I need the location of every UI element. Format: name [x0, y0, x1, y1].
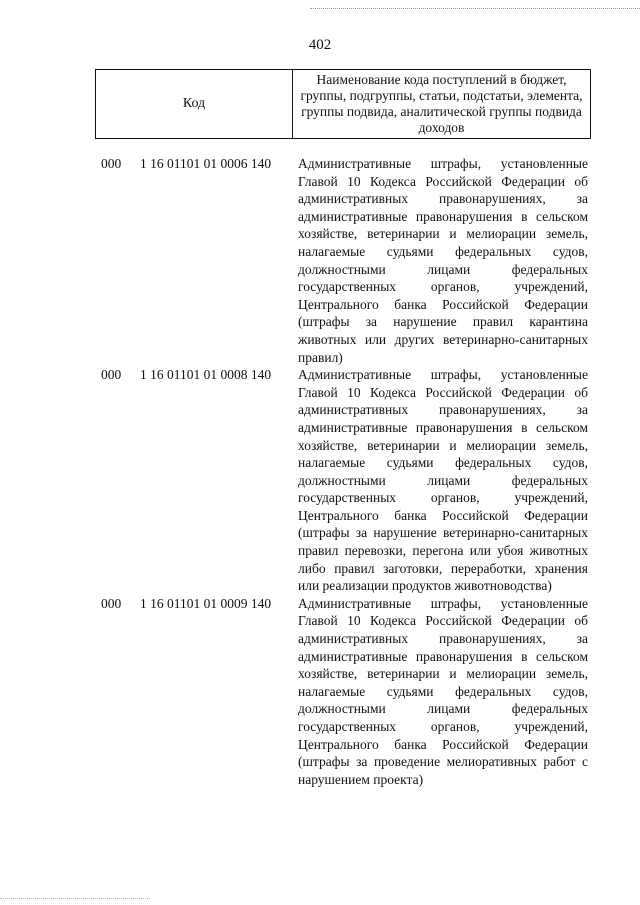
entry-row: [0, 595, 640, 789]
entry-row: [0, 155, 640, 366]
entry-admin-code: 000: [101, 595, 122, 611]
entry-kbk-code: 1 16 01101 01 0006 140: [140, 156, 272, 171]
entry-admin-code: 000: [101, 367, 122, 383]
entries-list: [0, 155, 640, 788]
top-scan-line: [310, 8, 640, 9]
bottom-scan-line: [0, 898, 150, 899]
entry-row: [0, 366, 640, 595]
header-table: [95, 69, 591, 139]
entry-description: Административные штрафы, установленные Главой 10 Кодекса Российской Федерации об административных правонарушениях, за административные правонарушения в сельском хозяйстве, ветеринарии и мелиорации земель, налагаемые судьями федеральных судов, должностными лицами федеральных государственных органов, учреждений, Центрального банка Российской Федерации (штрафы за нарушение правил карантина животных или других ветеринарно-санитарных правил): [298, 156, 588, 365]
entry-description: Административные штрафы, установленные Главой 10 Кодекса Российской Федерации об административных правонарушениях, за административные правонарушения в сельском хозяйстве, ветеринарии и мелиорации земель, налагаемые судьями федеральных судов, должностными лицами федеральных государственных органов, учреждений, Центрального банка Российской Федерации (штрафы за проведение мелиоративных работ с нарушением проекта): [298, 595, 588, 787]
header-name-cell: Наименование кода поступлений в бюджет, группы, подгруппы, статьи, подстатьи, элемента, группы подвида, аналитической группы подвида доходов: [300, 72, 583, 135]
page-number: 402: [308, 37, 332, 53]
entry-description: Административные штрафы, установленные Главой 10 Кодекса Российской Федерации об административных правонарушениях, за административные правонарушения в сельском хозяйстве, ветеринарии и мелиорации земель, налагаемые судьями федеральных судов, должностными лицами федеральных государственных органов, учреждений, Центрального банка Российской Федерации (штрафы за нарушение ветеринарно-санитарных правил перевозки, перегона или убоя животных либо правил заготовки, переработки, хранения или реализации продуктов животноводства): [298, 367, 588, 594]
entry-kbk-code: 1 16 01101 01 0008 140: [140, 367, 272, 383]
header-code-cell: Код: [96, 70, 293, 138]
entry-kbk-code: 1 16 01101 01 0009 140: [140, 595, 272, 611]
entry-admin-code: 000: [101, 156, 122, 171]
